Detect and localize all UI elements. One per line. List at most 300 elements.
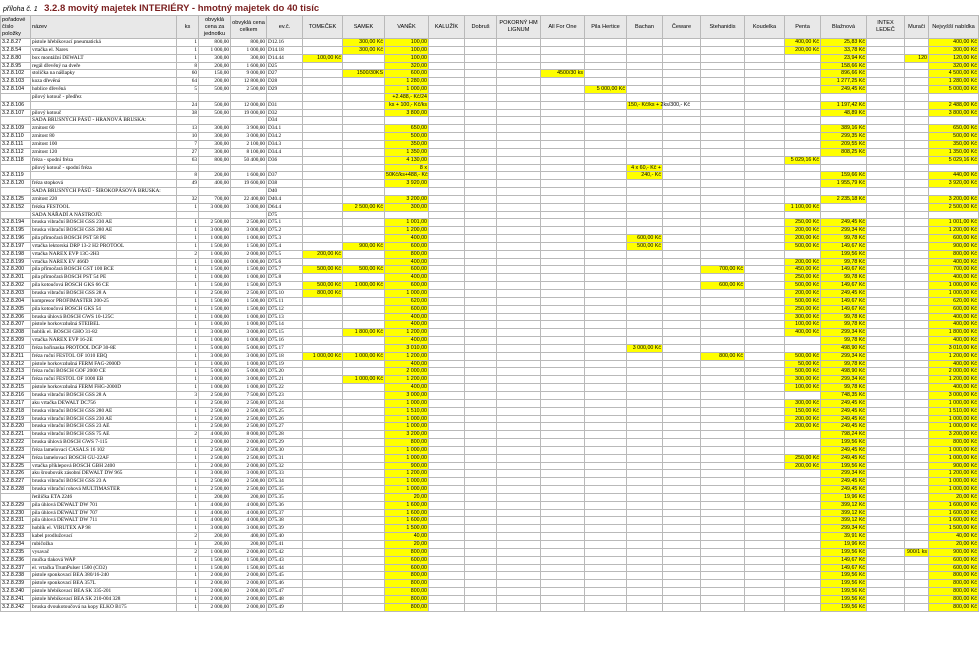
value-cell	[497, 250, 541, 258]
value-cell	[867, 564, 905, 572]
value-cell	[343, 274, 385, 282]
value-cell: D34.3	[267, 140, 303, 148]
value-cell: 150,00	[199, 70, 231, 78]
value-cell: 500,00	[385, 133, 429, 141]
value-cell: 1 000,00	[231, 46, 267, 54]
value-cell	[663, 423, 701, 431]
value-cell: 100,00 Kč	[785, 384, 821, 392]
table-row	[1, 250, 979, 258]
value-cell	[867, 86, 905, 94]
value-cell	[745, 39, 785, 47]
value-cell: 199,56 Kč	[821, 603, 867, 611]
value-cell: 1 000,00	[199, 250, 231, 258]
value-cell	[701, 556, 745, 564]
table-row	[1, 391, 979, 399]
value-cell	[929, 93, 979, 101]
value-cell: 1 200,00 Kč	[929, 352, 979, 360]
value-cell	[497, 517, 541, 525]
value-cell	[585, 391, 627, 399]
value-cell	[663, 509, 701, 517]
value-cell	[541, 509, 585, 517]
table-row	[1, 462, 979, 470]
value-cell	[541, 250, 585, 258]
value-cell: D75.15	[267, 329, 303, 337]
item-name-cell: vrtačka el. Narex	[31, 46, 177, 54]
value-cell	[701, 478, 745, 486]
value-cell	[541, 391, 585, 399]
value-cell: 1 200,00	[385, 227, 429, 235]
value-cell: 1 500,00	[231, 556, 267, 564]
value-cell	[585, 580, 627, 588]
value-cell	[663, 117, 701, 125]
value-cell: 149,67 Kč	[821, 556, 867, 564]
value-cell	[905, 227, 929, 235]
value-cell	[745, 156, 785, 164]
value-cell	[785, 556, 821, 564]
value-cell	[867, 493, 905, 501]
value-cell	[785, 431, 821, 439]
value-cell	[541, 140, 585, 148]
value-cell	[303, 360, 343, 368]
value-cell	[905, 109, 929, 117]
value-cell	[663, 446, 701, 454]
value-cell	[585, 211, 627, 219]
value-cell	[497, 454, 541, 462]
value-cell	[701, 242, 745, 250]
value-cell: 300,00 Kč	[785, 399, 821, 407]
value-cell: 1 000,00 Kč	[343, 352, 385, 360]
value-cell: 800,00	[385, 572, 429, 580]
value-cell	[867, 525, 905, 533]
value-cell: D75.21	[267, 376, 303, 384]
value-cell	[745, 431, 785, 439]
value-cell	[541, 46, 585, 54]
value-cell	[663, 203, 701, 211]
value-cell	[663, 572, 701, 580]
value-cell	[465, 180, 497, 188]
value-cell: 300,00	[199, 125, 231, 133]
column-header: Dobruš	[465, 16, 497, 39]
value-cell: 3 000,00	[231, 376, 267, 384]
item-code-cell: 3.2.8.54	[1, 46, 31, 54]
value-cell	[429, 525, 465, 533]
item-name-cell: fréza - spodní fréza	[31, 156, 177, 164]
value-cell	[663, 305, 701, 313]
table-row	[1, 415, 979, 423]
value-cell	[541, 242, 585, 250]
item-code-cell	[1, 211, 31, 219]
value-cell: D64.4	[267, 203, 303, 211]
value-cell	[541, 101, 585, 109]
value-cell: 249,45 Kč	[821, 290, 867, 298]
value-cell	[745, 227, 785, 235]
value-cell	[303, 274, 343, 282]
value-cell	[627, 439, 663, 447]
value-cell: 320,00 Kč	[929, 62, 979, 70]
value-cell	[867, 462, 905, 470]
table-row	[1, 54, 979, 62]
item-code-cell: 3.2.8.217	[1, 399, 31, 407]
value-cell: 1	[177, 321, 199, 329]
value-cell: D75.48	[267, 595, 303, 603]
value-cell	[701, 133, 745, 141]
value-cell	[745, 446, 785, 454]
value-cell	[303, 454, 343, 462]
value-cell	[627, 588, 663, 596]
value-cell: 23,94 Kč	[821, 54, 867, 62]
value-cell	[785, 211, 821, 219]
value-cell	[497, 470, 541, 478]
item-name-cell: pila úhlová DEWALT DW 701	[31, 501, 177, 509]
value-cell: D12.16	[267, 39, 303, 47]
value-cell	[867, 203, 905, 211]
table-row	[1, 360, 979, 368]
value-cell	[867, 352, 905, 360]
value-cell	[663, 580, 701, 588]
value-cell	[497, 431, 541, 439]
value-cell	[585, 46, 627, 54]
value-cell: 2 500,00	[199, 454, 231, 462]
value-cell	[627, 109, 663, 117]
value-cell	[785, 54, 821, 62]
value-cell	[785, 446, 821, 454]
value-cell: 320,00	[385, 62, 429, 70]
value-cell: 3 000,00	[231, 227, 267, 235]
value-cell	[585, 109, 627, 117]
item-code-cell: 3.2.8.210	[1, 344, 31, 352]
value-cell	[465, 517, 497, 525]
item-name-cell: hoblík el. BOSCH GHO 31-82	[31, 329, 177, 337]
value-cell: 2 500,00	[231, 486, 267, 494]
value-cell	[701, 297, 745, 305]
value-cell: 60	[177, 70, 199, 78]
value-cell	[303, 439, 343, 447]
value-cell	[497, 588, 541, 596]
value-cell	[905, 117, 929, 125]
item-name-cell: fréza stopková	[31, 180, 177, 188]
value-cell	[585, 219, 627, 227]
value-cell: 1 000,00 Kč	[343, 376, 385, 384]
value-cell: 5	[177, 86, 199, 94]
value-cell	[429, 384, 465, 392]
value-cell	[627, 305, 663, 313]
value-cell: 900,00 Kč	[929, 548, 979, 556]
value-cell	[585, 517, 627, 525]
value-cell: 1 000,00 Kč	[929, 415, 979, 423]
value-cell: 20,00 Kč	[929, 541, 979, 549]
value-cell	[867, 148, 905, 156]
value-cell: 200,00 Kč	[785, 423, 821, 431]
item-code-cell: 3.2.8.27	[1, 39, 31, 47]
value-cell: 1 000,00	[385, 86, 429, 94]
item-name-cell: mučka tlaková WAP	[31, 556, 177, 564]
table-row	[1, 109, 979, 117]
value-cell	[627, 486, 663, 494]
value-cell	[541, 274, 585, 282]
value-cell: 400,00 Kč	[929, 321, 979, 329]
value-cell	[701, 415, 745, 423]
value-cell	[821, 188, 867, 196]
value-cell	[177, 211, 199, 219]
value-cell	[343, 493, 385, 501]
value-cell: 400,00 Kč	[929, 360, 979, 368]
value-cell	[497, 556, 541, 564]
value-cell	[303, 541, 343, 549]
value-cell: 300,00 Kč	[785, 313, 821, 321]
value-cell: 1 955,79 Kč	[821, 180, 867, 188]
table-row	[1, 258, 979, 266]
item-code-cell: 3.2.8.118	[1, 156, 31, 164]
value-cell: 3 000,00	[199, 203, 231, 211]
value-cell	[343, 462, 385, 470]
value-cell	[701, 227, 745, 235]
value-cell	[585, 344, 627, 352]
value-cell	[465, 242, 497, 250]
item-code-cell: 3.2.8.196	[1, 235, 31, 243]
value-cell: D75.1	[267, 219, 303, 227]
value-cell	[541, 431, 585, 439]
item-name-cell: zrnitost 100	[31, 140, 177, 148]
value-cell	[429, 313, 465, 321]
value-cell: 650,00 Kč	[929, 125, 979, 133]
value-cell: 200,00	[231, 493, 267, 501]
value-cell: D75.29	[267, 439, 303, 447]
value-cell	[701, 188, 745, 196]
value-cell	[701, 101, 745, 109]
value-cell: 1 200,00	[385, 376, 429, 384]
value-cell	[429, 54, 465, 62]
value-cell: 1	[177, 478, 199, 486]
value-cell	[497, 564, 541, 572]
value-cell: D34.4	[267, 148, 303, 156]
value-cell	[627, 46, 663, 54]
value-cell	[627, 415, 663, 423]
column-header: název	[31, 16, 177, 39]
value-cell	[497, 321, 541, 329]
value-cell	[465, 360, 497, 368]
value-cell: 1 000,00	[385, 423, 429, 431]
value-cell	[541, 572, 585, 580]
value-cell: 3 010,00 Kč	[929, 344, 979, 352]
item-code-cell: 3.2.8.241	[1, 595, 31, 603]
value-cell: 200,00 Kč	[785, 462, 821, 470]
value-cell	[867, 486, 905, 494]
value-cell	[627, 462, 663, 470]
value-cell: 1 000,00	[199, 235, 231, 243]
value-cell	[303, 407, 343, 415]
value-cell	[177, 93, 199, 101]
value-cell: 500,00 Kč	[303, 282, 343, 290]
value-cell: 99,78 Kč	[821, 235, 867, 243]
value-cell: 1	[177, 595, 199, 603]
value-cell	[785, 478, 821, 486]
value-cell: 1	[177, 313, 199, 321]
value-cell: 2 500,00	[199, 415, 231, 423]
value-cell: 3 000,00	[231, 133, 267, 141]
value-cell: 500,00 Kč	[303, 266, 343, 274]
value-cell: 300,00	[199, 54, 231, 62]
value-cell	[821, 156, 867, 164]
value-cell	[663, 391, 701, 399]
value-cell: D75.7	[267, 266, 303, 274]
value-cell	[867, 109, 905, 117]
value-cell	[627, 352, 663, 360]
value-cell: 2 100,00	[231, 140, 267, 148]
value-cell	[663, 250, 701, 258]
value-cell: 99,78 Kč	[821, 313, 867, 321]
value-cell: D38	[267, 180, 303, 188]
value-cell: 2 000,00	[231, 462, 267, 470]
value-cell	[785, 439, 821, 447]
value-cell	[867, 454, 905, 462]
value-cell: 800,00	[199, 156, 231, 164]
value-cell	[343, 258, 385, 266]
value-cell: 600,00 Kč	[929, 564, 979, 572]
value-cell: 50Kč/ks+488,- Kč	[386, 172, 428, 179]
value-cell: 400,00	[385, 337, 429, 345]
value-cell	[465, 235, 497, 243]
value-cell	[745, 133, 785, 141]
value-cell	[465, 493, 497, 501]
value-cell	[541, 266, 585, 274]
value-cell: 400,00	[385, 321, 429, 329]
value-cell	[541, 595, 585, 603]
value-cell: 1 500,00 Kč	[929, 525, 979, 533]
value-cell	[429, 478, 465, 486]
table-row	[1, 235, 979, 243]
value-cell: 1 000,00 Kč	[929, 423, 979, 431]
item-name-cell: pila přímočará BOSCH GST 100 BCE	[31, 266, 177, 274]
value-cell: 2 000,00	[199, 462, 231, 470]
value-cell	[541, 148, 585, 156]
value-cell	[905, 391, 929, 399]
value-cell: 40,00	[385, 533, 429, 541]
value-cell: 200,00 Kč	[785, 415, 821, 423]
value-cell: 149,67 Kč	[821, 564, 867, 572]
value-cell: 99,78 Kč	[821, 321, 867, 329]
value-cell	[867, 548, 905, 556]
value-cell: 1 000,00	[385, 290, 429, 298]
item-code-cell: 3.2.8.207	[1, 321, 31, 329]
value-cell	[627, 603, 663, 611]
value-cell: 1	[177, 352, 199, 360]
value-cell	[585, 423, 627, 431]
value-cell	[429, 125, 465, 133]
item-name-cell: aku vrtačka DEWALT DC756	[31, 399, 177, 407]
value-cell	[497, 368, 541, 376]
item-code-cell: 3.2.8.206	[1, 313, 31, 321]
value-cell: 800,00 Kč	[929, 595, 979, 603]
column-header: INTEX LEDEČ	[867, 16, 905, 39]
value-cell: 1	[177, 407, 199, 415]
value-cell	[701, 250, 745, 258]
value-cell: 400,00	[231, 533, 267, 541]
value-cell: 1 500,00	[231, 266, 267, 274]
value-cell	[929, 188, 979, 196]
value-cell: 1 600,00	[385, 517, 429, 525]
value-cell: D75.37	[267, 509, 303, 517]
value-cell	[585, 54, 627, 62]
value-cell	[465, 501, 497, 509]
value-cell: 300,00 Kč	[343, 39, 385, 47]
value-cell	[585, 321, 627, 329]
item-code-cell: 3.2.8.195	[1, 227, 31, 235]
item-code-cell: 3.2.8.216	[1, 391, 31, 399]
value-cell	[343, 391, 385, 399]
value-cell	[701, 462, 745, 470]
value-cell: 249,45 Kč	[821, 486, 867, 494]
table-row	[1, 454, 979, 462]
item-name-cell: vysavač	[31, 548, 177, 556]
value-cell	[627, 533, 663, 541]
value-cell: 1 600,00	[231, 172, 267, 180]
value-cell	[701, 548, 745, 556]
value-cell	[627, 564, 663, 572]
value-cell	[303, 180, 343, 188]
value-cell	[429, 439, 465, 447]
table-row	[1, 70, 979, 78]
value-cell: 1 000,00	[385, 478, 429, 486]
value-cell	[663, 39, 701, 47]
value-cell	[663, 93, 701, 101]
table-row	[1, 556, 979, 564]
value-cell: 299,34 Kč	[821, 227, 867, 235]
item-name-cell: frézka FESTOOL	[31, 203, 177, 211]
value-cell	[497, 211, 541, 219]
value-cell: D28	[267, 78, 303, 86]
value-cell	[465, 313, 497, 321]
value-cell: 400,00	[385, 360, 429, 368]
value-cell	[867, 541, 905, 549]
value-cell	[905, 282, 929, 290]
value-cell	[343, 93, 385, 101]
value-cell	[303, 172, 343, 180]
value-cell	[905, 93, 929, 101]
item-code-cell: 3.2.8.237	[1, 564, 31, 572]
value-cell: 600,00	[385, 556, 429, 564]
value-cell	[199, 188, 231, 196]
value-cell	[303, 329, 343, 337]
value-cell	[343, 337, 385, 345]
value-cell: 250,00 Kč	[785, 454, 821, 462]
value-cell	[701, 525, 745, 533]
value-cell	[465, 156, 497, 164]
value-cell	[429, 360, 465, 368]
value-cell: 1 500,00	[199, 266, 231, 274]
item-code-cell: 3.2.8.215	[1, 384, 31, 392]
value-cell	[497, 219, 541, 227]
value-cell: 4 000,00	[231, 501, 267, 509]
item-code-cell: 3.2.8.227	[1, 478, 31, 486]
value-cell: D31	[267, 101, 303, 109]
value-cell: 9 000,00	[231, 70, 267, 78]
value-cell	[343, 195, 385, 203]
value-cell	[785, 533, 821, 541]
item-name-cell: bruska vibrační BOSCH GSS 23 A	[31, 478, 177, 486]
value-cell	[541, 541, 585, 549]
value-cell	[867, 431, 905, 439]
value-cell	[663, 156, 701, 164]
value-cell	[465, 258, 497, 266]
value-cell	[701, 470, 745, 478]
value-cell: 299,34 Kč	[821, 329, 867, 337]
value-cell	[303, 556, 343, 564]
value-cell	[663, 501, 701, 509]
value-cell: 400,00	[385, 235, 429, 243]
table-body	[1, 39, 979, 612]
value-cell: D75.43	[267, 556, 303, 564]
value-cell	[867, 501, 905, 509]
